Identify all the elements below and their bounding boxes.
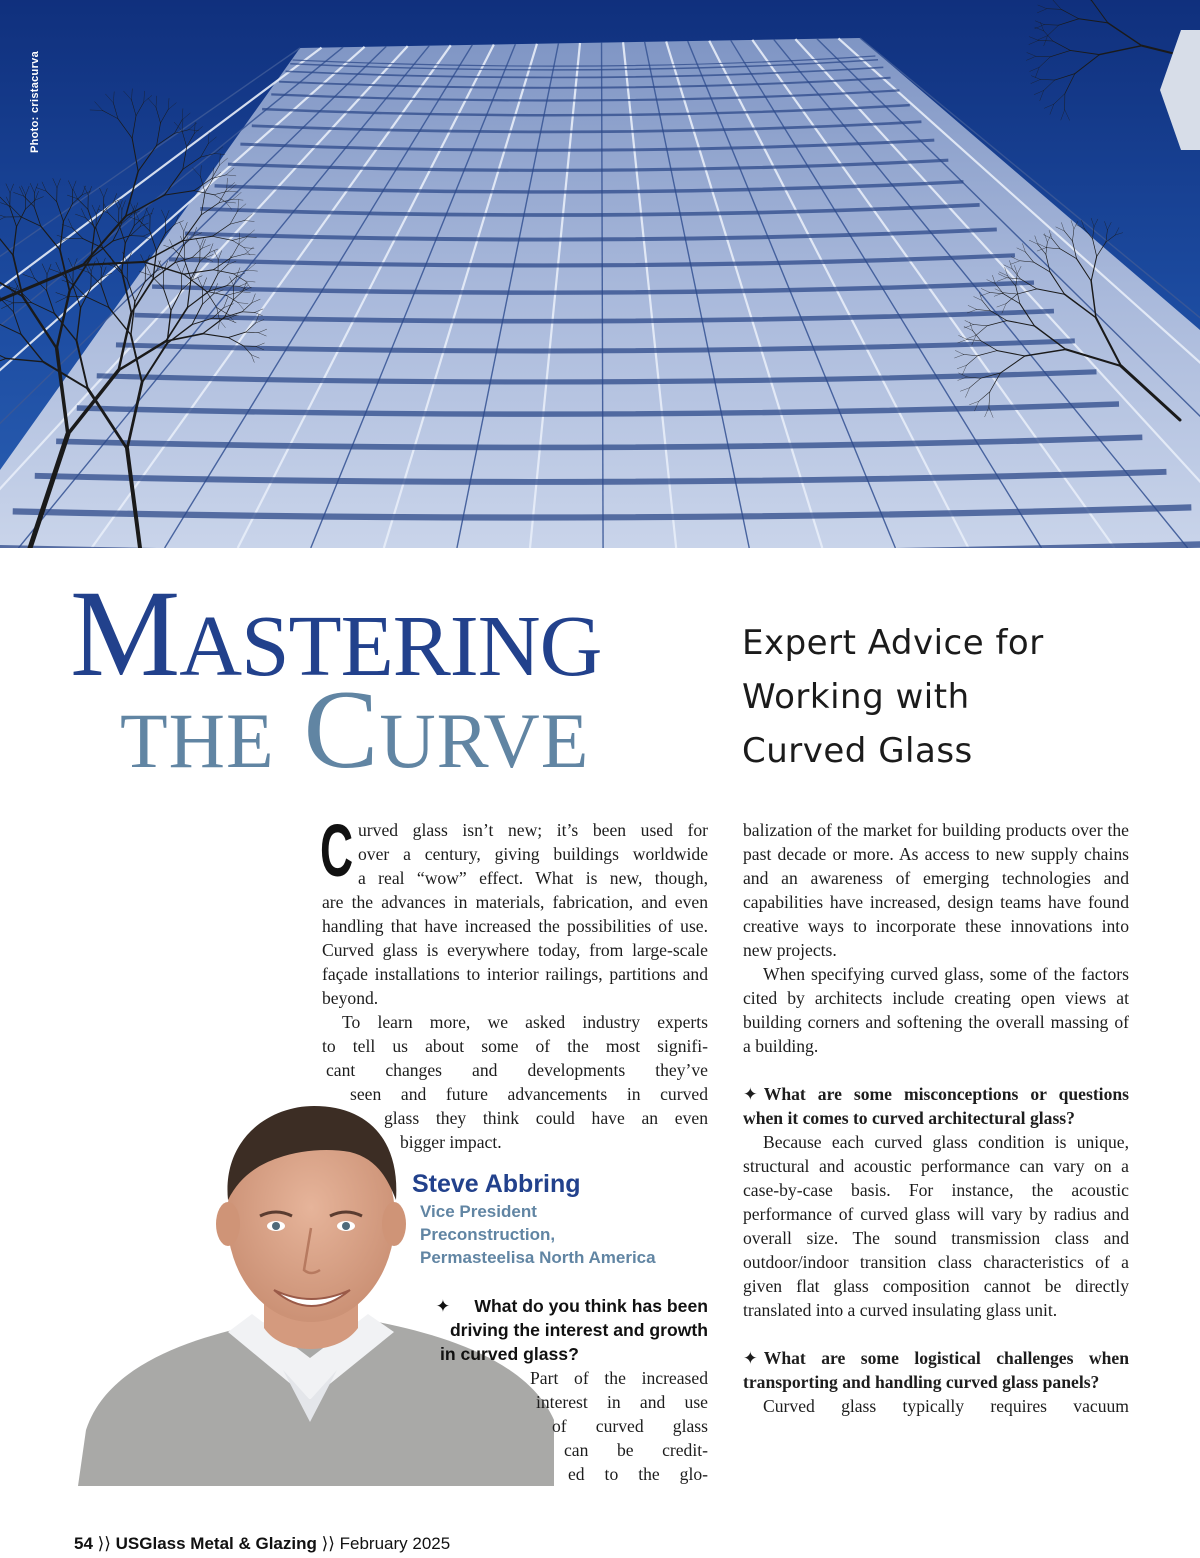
portrait-photo: [78, 1100, 554, 1486]
answer-2: Because each curved glass condition is unique, structural and acoustic performance can vary on a case-by-case basis. For instance, the acoustic performance of curved glass will vary by radius and overall size. The sound transmission class and outdoor/indoor transition class characteristics of a given flat glass composition cannot be directly translated into a curved insulating glass unit.: [743, 1132, 1129, 1320]
interviewee-role-line: Preconstruction,: [420, 1225, 556, 1244]
subheadline-line: Working with: [742, 677, 970, 717]
headline: [70, 565, 730, 792]
question-3: ✦ What are some logistical challenges when transporting and handling curved glass panels?: [743, 1348, 1129, 1392]
paragraph: balization of the market for building products over the past decade or more. As access to new supply chains and an awareness of emerging technologies and capabilities have increased, design teams have found creative ways to incorporate these innovations into new projects.: [743, 820, 1129, 960]
subheadline: [742, 616, 1162, 778]
interviewee-name: Steve Abbring: [412, 1170, 581, 1198]
intro-line: seen and future advancements in curved: [350, 1084, 708, 1104]
intro-line: glass they think could have an even: [384, 1108, 708, 1128]
paragraph: When specifying curved glass, some of the factors cited by architects include creating open views at building corners and softening the overall massing of a building.: [743, 964, 1129, 1056]
interviewee-block: [412, 1168, 712, 1269]
question-line: driving the interest and growth: [449, 1320, 708, 1340]
star-bullet-icon: ✦: [743, 1348, 758, 1368]
page-number: 54: [74, 1534, 93, 1553]
footer-separator-icon: ⟩⟩: [97, 1534, 111, 1553]
magazine-name: USGlass Metal & Glazing: [115, 1534, 317, 1553]
intro-line: To learn more, we asked industry experts: [342, 1012, 708, 1032]
photo-credit: Photo: cristacurva: [29, 51, 41, 153]
answer-3: Curved glass typically requires vacuum: [763, 1396, 1129, 1416]
intro-line: urved glass isn’t new; it’s been used for: [358, 820, 708, 840]
page-footer: [74, 1532, 450, 1556]
star-bullet-icon: ✦: [743, 1084, 758, 1104]
question-line: ✦ What do you think has been: [435, 1296, 708, 1316]
answer-line: can be credit-: [564, 1440, 708, 1460]
answer-line: of curved glass: [552, 1416, 708, 1436]
drop-cap: C: [320, 809, 354, 892]
interviewee-role-line: Vice President: [420, 1202, 537, 1221]
hero-photo: [0, 0, 1200, 548]
answer-line: Part of the increased: [530, 1368, 708, 1388]
intro-line: cant changes and developments they’ve: [326, 1060, 708, 1080]
intro-line: to tell us about some of the most signifi-: [322, 1036, 708, 1056]
answer-line: ed to the glo-: [568, 1464, 708, 1484]
headline-line-2: the Curve: [120, 668, 590, 792]
interviewee-role-line: Permasteelisa North America: [420, 1248, 656, 1267]
issue-date: February 2025: [339, 1534, 451, 1553]
star-bullet-icon: ✦: [435, 1296, 451, 1316]
intro-paragraph: are the advances in materials, fabrication, and even handling that have increased the possibilities of use. Curved glass is everywhere today, from large-scale façade installations to interior railings, partitions and beyond.: [322, 892, 708, 1008]
answer-line: interest in and use: [536, 1392, 708, 1412]
question-line: in curved glass?: [440, 1344, 579, 1364]
headline-line-1: Mastering: [70, 565, 602, 702]
building-facade-illustration: [0, 0, 1200, 548]
question-1: [398, 1294, 708, 1366]
footer-separator-icon: ⟩⟩: [321, 1534, 335, 1553]
subheadline-line: Curved Glass: [742, 731, 973, 771]
right-column: [743, 818, 1129, 1418]
subheadline-line: Expert Advice for: [742, 623, 1044, 663]
intro-line: bigger impact.: [400, 1132, 502, 1152]
intro-line: over a century, giving buildings worldwide: [358, 844, 708, 864]
intro-line: a real “wow” effect. What is new, though,: [358, 868, 708, 888]
answer-1: [530, 1366, 708, 1486]
question-2: ✦ What are some misconceptions or questions when it comes to curved architectural glass?: [743, 1084, 1129, 1128]
